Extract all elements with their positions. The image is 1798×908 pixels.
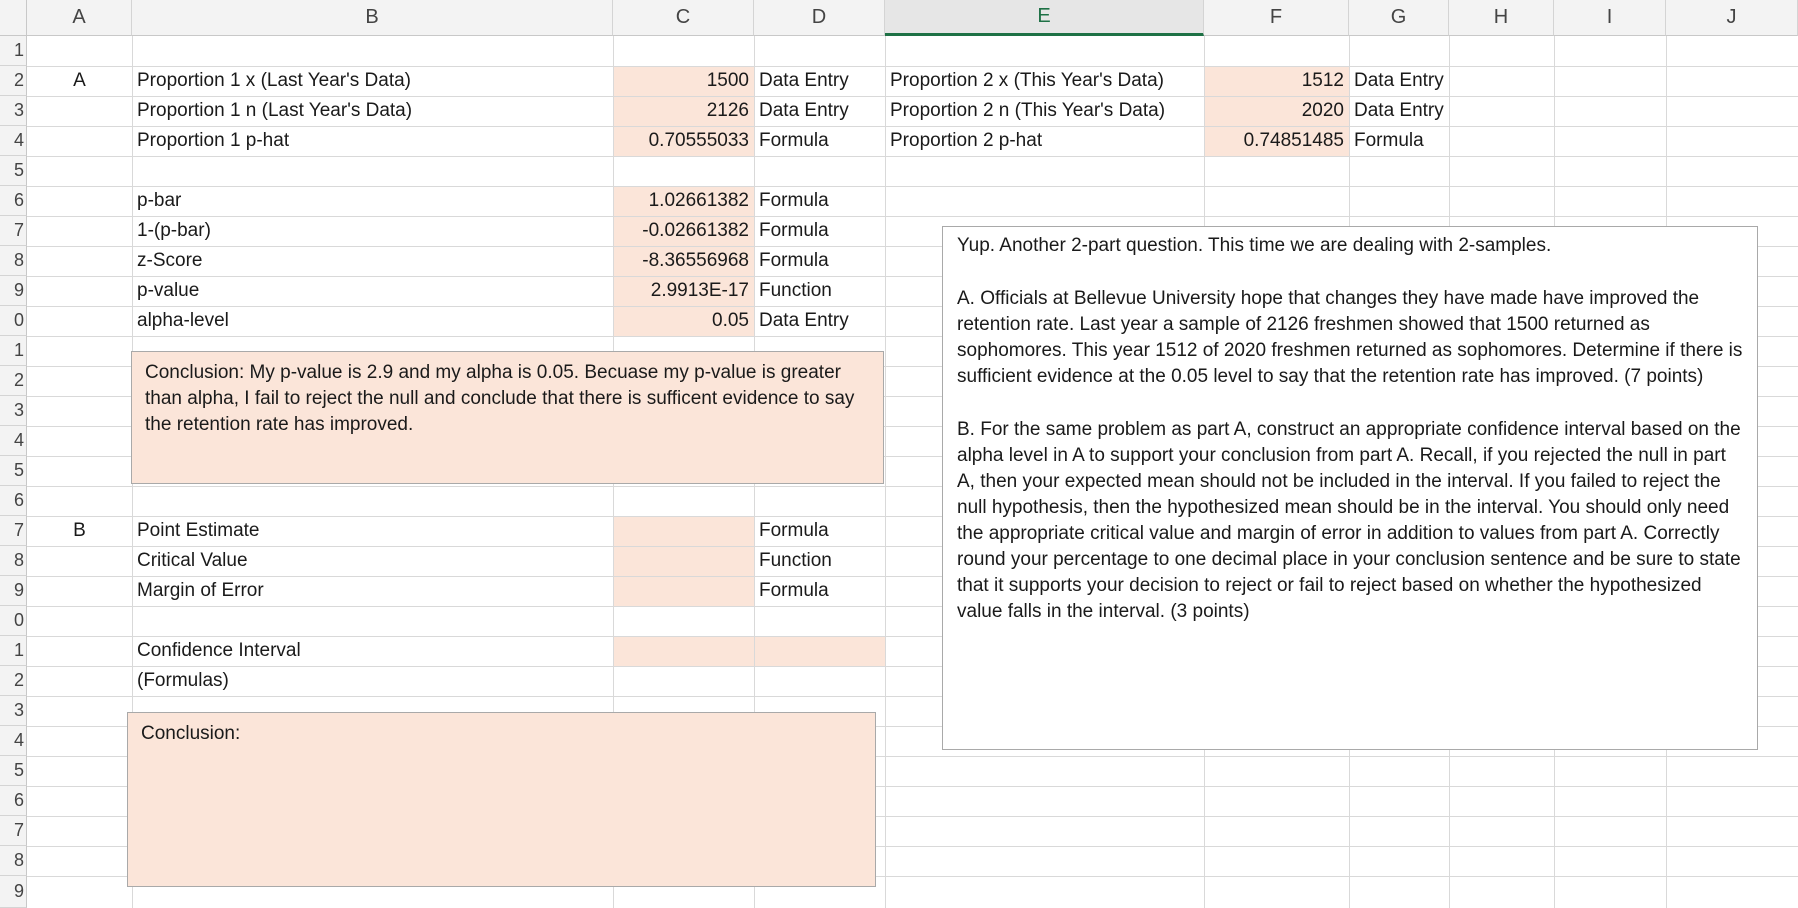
row-header-28[interactable]: 8	[0, 846, 27, 876]
p2n-label[interactable]: Proportion 2 n (This Year's Data)	[890, 100, 1166, 121]
p2n-value[interactable]: 2020	[1301, 100, 1344, 121]
row-header-17[interactable]: 7	[0, 516, 27, 546]
row-header-8[interactable]: 8	[0, 246, 27, 276]
point-estimate-value[interactable]	[613, 516, 754, 546]
p2x-type[interactable]: Data Entry	[1354, 70, 1444, 91]
point-estimate-type[interactable]: Formula	[759, 520, 829, 541]
row-header-19[interactable]: 9	[0, 576, 27, 606]
confidence-interval-formulas-label[interactable]: (Formulas)	[137, 670, 229, 691]
p2hat-value[interactable]: 0.74851485	[1243, 130, 1344, 151]
column-header-c[interactable]: C	[613, 0, 754, 36]
row-header-18[interactable]: 8	[0, 546, 27, 576]
margin-of-error-label[interactable]: Margin of Error	[137, 580, 264, 601]
one-minus-pbar-label[interactable]: 1-(p-bar)	[137, 220, 211, 241]
instructions-part-a: A. Officials at Bellevue University hope that changes they have made have improved the retention rate. Last year a sample of 2126 freshmen showed that 1500 returned as sophomores. This year 1512 of 2020 freshmen returned as sophomores. Determine if there is sufficient evidence at the 0.05 level to say that the retention rate has improved. (7 points)	[957, 288, 1743, 387]
row-header-2[interactable]: 2	[0, 66, 27, 96]
p1hat-type[interactable]: Formula	[759, 130, 829, 151]
column-header-g[interactable]: G	[1349, 0, 1449, 36]
critical-value-type[interactable]: Function	[759, 550, 832, 571]
one-minus-pbar-value[interactable]: -0.02661382	[642, 220, 749, 241]
column-header-f[interactable]: F	[1204, 0, 1349, 36]
row-header-12[interactable]: 2	[0, 366, 27, 396]
part-b-label[interactable]: B	[73, 520, 86, 541]
z-score-value[interactable]: -8.36556968	[642, 250, 749, 271]
row-header-11[interactable]: 1	[0, 336, 27, 366]
column-header-h[interactable]: H	[1449, 0, 1554, 36]
p2hat-label[interactable]: Proportion 2 p-hat	[890, 130, 1043, 151]
instructions-part-b: B. For the same problem as part A, construct an appropriate confidence interval based on the alpha level in A to support your conclusion from part A. Recall, if you rejected the null in part A, then your expected mean should not be included in the interval. If you failed to reject the null hypothesis, then the hypothesized mean should be in the interval. You should only need the appropriate critical value and margin of error in addition to values from part A. Correctly round your percentage to one decimal place in your conclusion sentence and be sure to state that it supports your decision to reject or fail to reject based on whether the hypothesized value falls in the interval. (3 points)	[957, 419, 1741, 622]
alpha-level-label[interactable]: alpha-level	[137, 310, 229, 331]
alpha-level-type[interactable]: Data Entry	[759, 310, 849, 331]
column-header-b[interactable]: B	[132, 0, 613, 36]
row-header-6[interactable]: 6	[0, 186, 27, 216]
critical-value-label[interactable]: Critical Value	[137, 550, 248, 571]
column-header-a[interactable]: A	[27, 0, 132, 36]
part-a-conclusion-textbox[interactable]	[131, 351, 884, 484]
p1n-type[interactable]: Data Entry	[759, 100, 849, 121]
p-value-value[interactable]: 2.9913E-17	[650, 280, 749, 301]
row-header-23[interactable]: 3	[0, 696, 27, 726]
confidence-interval-label[interactable]: Confidence Interval	[137, 640, 301, 661]
z-score-type[interactable]: Formula	[759, 250, 829, 271]
p1x-label[interactable]: Proportion 1 x (Last Year's Data)	[137, 70, 411, 91]
part-b-conclusion-textbox[interactable]	[127, 712, 876, 887]
row-header-16[interactable]: 6	[0, 486, 27, 516]
p1n-label[interactable]: Proportion 1 n (Last Year's Data)	[137, 100, 413, 121]
p1x-type[interactable]: Data Entry	[759, 70, 849, 91]
one-minus-pbar-type[interactable]: Formula	[759, 220, 829, 241]
row-header-14[interactable]: 4	[0, 426, 27, 456]
row-header-29[interactable]: 9	[0, 876, 27, 908]
row-header-24[interactable]: 4	[0, 726, 27, 756]
part-b-conclusion-text: Conclusion:	[141, 723, 241, 744]
row-header-20[interactable]: 0	[0, 606, 27, 636]
row-header-15[interactable]: 5	[0, 456, 27, 486]
row-header-9[interactable]: 9	[0, 276, 27, 306]
pbar-value[interactable]: 1.02661382	[648, 190, 749, 211]
row-header-27[interactable]: 7	[0, 816, 27, 846]
p2x-value[interactable]: 1512	[1301, 70, 1344, 91]
part-a-conclusion-text: Conclusion: My p-value is 2.9 and my alpha is 0.05. Becuase my p-value is greater than alpha, I fail to reject the null and conclude that there is sufficent evidence to say the retention rate has improved.	[145, 362, 855, 435]
margin-of-error-type[interactable]: Formula	[759, 580, 829, 601]
row-header-7[interactable]: 7	[0, 216, 27, 246]
row-header-5[interactable]: 5	[0, 156, 27, 186]
instructions-textbox[interactable]	[942, 226, 1758, 750]
part-a-label[interactable]: A	[73, 70, 86, 91]
row-header-10[interactable]: 0	[0, 306, 27, 336]
row-header-26[interactable]: 6	[0, 786, 27, 816]
column-header-i[interactable]: I	[1554, 0, 1666, 36]
z-score-label[interactable]: z-Score	[137, 250, 203, 271]
p1hat-value[interactable]: 0.70555033	[648, 130, 749, 151]
row-header-1[interactable]: 1	[0, 36, 27, 66]
p2hat-type[interactable]: Formula	[1354, 130, 1424, 151]
column-header-d[interactable]: D	[754, 0, 885, 36]
p1x-value[interactable]: 1500	[706, 70, 749, 91]
row-header-22[interactable]: 2	[0, 666, 27, 696]
p-value-type[interactable]: Function	[759, 280, 832, 301]
p1n-value[interactable]: 2126	[706, 100, 749, 121]
column-header-e[interactable]: E	[885, 0, 1204, 36]
alpha-level-value[interactable]: 0.05	[712, 310, 749, 331]
point-estimate-label[interactable]: Point Estimate	[137, 520, 260, 541]
p2n-type[interactable]: Data Entry	[1354, 100, 1444, 121]
row-header-13[interactable]: 3	[0, 396, 27, 426]
p1hat-label[interactable]: Proportion 1 p-hat	[137, 130, 290, 151]
p-value-label[interactable]: p-value	[137, 280, 200, 301]
row-header-3[interactable]: 3	[0, 96, 27, 126]
column-header-j[interactable]: J	[1666, 0, 1798, 36]
margin-of-error-value[interactable]	[613, 576, 754, 606]
instructions-intro: Yup. Another 2-part question. This time we are dealing with 2-samples.	[957, 235, 1552, 256]
row-header-25[interactable]: 5	[0, 756, 27, 786]
pbar-type[interactable]: Formula	[759, 190, 829, 211]
confidence-interval-value[interactable]	[613, 636, 885, 666]
p2x-label[interactable]: Proportion 2 x (This Year's Data)	[890, 70, 1164, 91]
critical-value-value[interactable]	[613, 546, 754, 576]
select-all-corner[interactable]	[0, 0, 27, 36]
pbar-label[interactable]: p-bar	[137, 190, 182, 211]
row-header-4[interactable]: 4	[0, 126, 27, 156]
row-header-21[interactable]: 1	[0, 636, 27, 666]
